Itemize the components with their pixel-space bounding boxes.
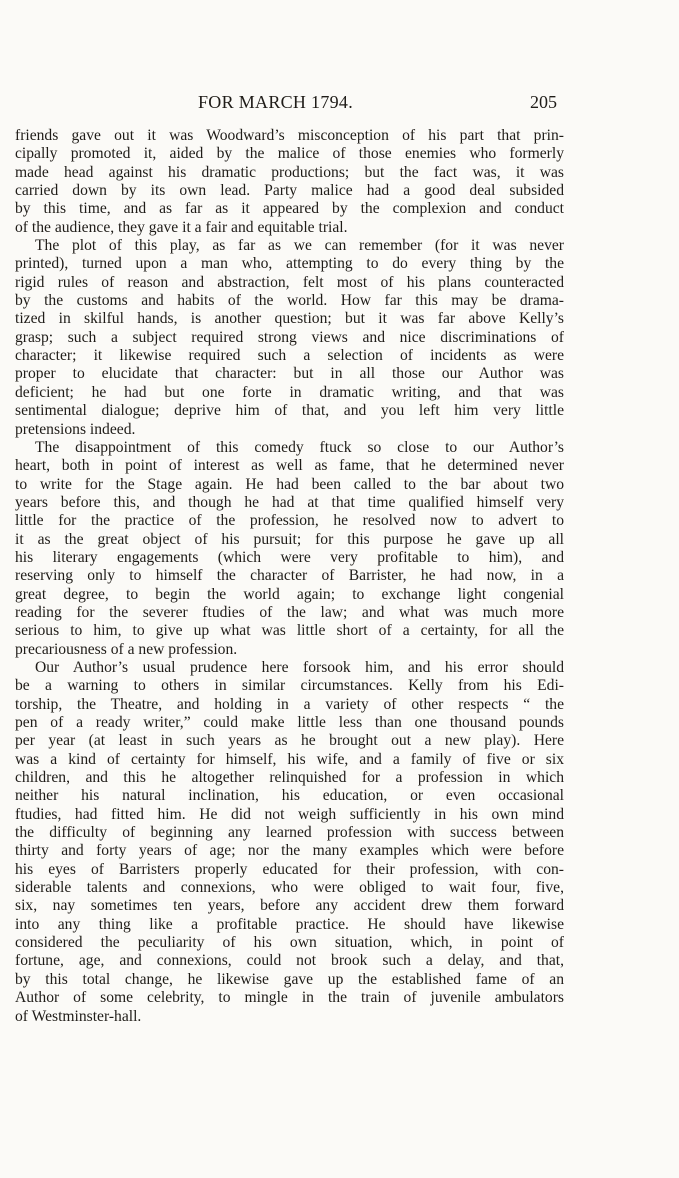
text-line: considered the peculiarity of his own situation, which, in point of <box>15 934 564 952</box>
text-line: pen of a ready writer,” could make little less than one thousand pounds <box>15 714 564 731</box>
text-line: heart, both in point of interest as well as fame, that he determined never <box>15 457 564 475</box>
header-title: FOR MARCH 1794. <box>198 92 354 112</box>
text-line: his eyes of Barristers properly educated for their profession, with con- <box>15 860 564 878</box>
text-line: made head against his dramatic productions; but the fact was, it was <box>15 163 564 181</box>
text-line: Our Author’s usual prudence here forsook him, and his error should <box>35 658 564 676</box>
text-line: great degree, to begin the world again; to exchange light congenial <box>15 585 564 603</box>
text-line: carried down by its own lead. Party malice had a good deal subsided <box>15 182 564 200</box>
text-line: by the customs and habits of the world. How far this may be drama- <box>15 292 564 310</box>
text-line: the difficulty of beginning any learned profession with success between <box>15 824 564 842</box>
text-line: The disappointment of this comedy ftuck so close to our Author’s <box>35 438 564 456</box>
body-text <box>15 127 564 1026</box>
text-line: years before this, and though he had at that time qualified himself very <box>15 493 564 511</box>
text-line: per year (at least in such years as he brought out a new play). Here <box>15 732 564 750</box>
text-line: it as the great object of his pursuit; for this purpose he gave up all <box>15 530 564 548</box>
text-line: by this time, and as far as it appeared by the complexion and conduct <box>15 200 564 218</box>
text-line: tized in skilful hands, is another question; but it was far above Kelly’s <box>15 310 564 328</box>
text-line: his literary engagements (which were very profitable to him), and <box>15 548 564 566</box>
text-line: thirty and forty years of age; nor the many examples which were before <box>15 842 564 860</box>
text-line: of Westminster-hall. <box>15 1007 142 1025</box>
text-line: grasp; such a subject required strong views and nice discriminations of <box>15 328 564 346</box>
text-line: little for the practice of the profession, he resolved now to advert to <box>15 512 564 530</box>
text-line: siderable talents and connexions, who were obliged to wait four, five, <box>15 879 564 897</box>
text-line: rigid rules of reason and abstraction, felt most of his plans counteracted <box>15 273 564 291</box>
page-number: 205 <box>530 92 557 112</box>
text-line: torship, the Theatre, and holding in a variety of other respects “ the <box>15 695 564 713</box>
text-line: reserving only to himself the character of Barrister, he had now, in a <box>15 567 564 585</box>
text-line: cipally promoted it, aided by the malice of those enemies who formerly <box>15 145 564 163</box>
text-line: to write for the Stage again. He had been called to the bar about two <box>15 475 564 493</box>
text-line: printed), turned upon a man who, attempting to do every thing by the <box>15 255 564 273</box>
text-line: friends gave out it was Woodward’s misconception of his part that prin- <box>15 127 564 144</box>
text-line: be a warning to others in similar circumstances. Kelly from his Edi- <box>15 677 564 695</box>
text-line: precariousness of a new profession. <box>15 640 238 658</box>
text-line: The plot of this play, as far as we can remember (for it was never <box>35 237 564 255</box>
text-line: sentimental dialogue; deprive him of that, and you left him very little <box>15 402 564 420</box>
text-line: Author of some celebrity, to mingle in the train of juvenile ambulators <box>15 989 564 1007</box>
text-line: deficient; he had but one forte in dramatic writing, and that was <box>15 383 564 401</box>
text-line: into any thing like a profitable practice. He should have likewise <box>15 915 564 933</box>
text-line: reading for the severer ftudies of the law; and what was much more <box>15 603 564 621</box>
text-line: was a kind of certainty for himself, his wife, and a family of five or six <box>15 750 564 768</box>
text-line: neither his natural inclination, his education, or even occasional <box>15 787 564 805</box>
text-line: serious to him, to give up what was little short of a certainty, for all the <box>15 622 564 640</box>
text-line: by this total change, he likewise gave up the established fame of an <box>15 970 564 988</box>
text-line: character; it likewise required such a selection of incidents as were <box>15 347 564 365</box>
text-line: proper to elucidate that character: but in all those our Author was <box>15 365 564 383</box>
text-line: six, nay sometimes ten years, before any accident drew them forward <box>15 897 564 915</box>
text-line: ftudies, had fitted him. He did not weigh sufficiently in his own mind <box>15 805 564 823</box>
text-line: fortune, age, and connexions, could not brook such a delay, and that, <box>15 952 564 970</box>
text-line: pretensions indeed. <box>15 420 136 438</box>
text-line: children, and this he altogether relinquished for a profession in which <box>15 769 564 787</box>
text-line: of the audience, they gave it a fair and equitable trial. <box>15 218 348 236</box>
running-header <box>0 92 679 116</box>
